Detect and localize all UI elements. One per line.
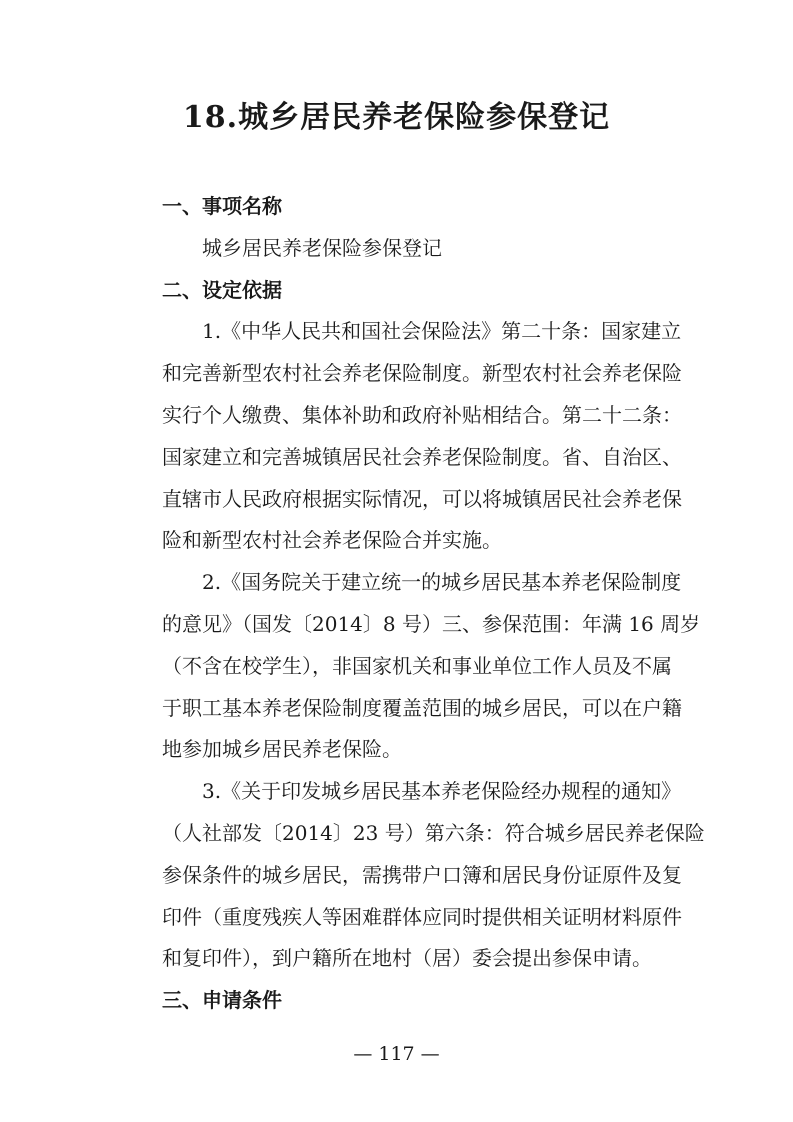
text-line: 险和新型农村社会养老保险合并实施。 bbox=[162, 528, 502, 553]
text-line: 和复印件），到户籍所在地村（居）委会提出参保申请。 bbox=[162, 946, 652, 971]
text-line: 印件（重度残疾人等困难群体应同时提供相关证明材料原件 bbox=[162, 904, 682, 929]
text-line: 和完善新型农村社会养老保险制度。新型农村社会养老保险 bbox=[162, 361, 682, 386]
text-line: 国家建立和完善城镇居民社会养老保险制度。省、自治区、 bbox=[162, 444, 682, 469]
page-number: — 117 — bbox=[353, 1043, 440, 1065]
section-heading: 二、设定依据 bbox=[162, 277, 282, 302]
text-line: 的意见》（国发〔2014〕8 号）三、参保范围：年满 16 周岁 bbox=[162, 611, 701, 636]
text-line: 直辖市人民政府根据实际情况，可以将城镇居民社会养老保 bbox=[162, 486, 682, 511]
text-line: 城乡居民养老保险参保登记 bbox=[202, 235, 442, 260]
paragraph bbox=[122, 771, 705, 980]
text-line: （不含在校学生），非国家机关和事业单位工作人员及不属 bbox=[162, 653, 672, 678]
paragraph bbox=[122, 311, 682, 562]
text-line: 参保条件的城乡居民，需携带户口簿和居民身份证原件及复 bbox=[162, 862, 682, 887]
text-line: 于职工基本养老保险制度覆盖范围的城乡居民，可以在户籍 bbox=[162, 695, 682, 720]
text-line: 3.《关于印发城乡居民基本养老保险经办规程的通知》 bbox=[202, 779, 682, 804]
document-body bbox=[122, 186, 705, 1022]
text-line: 2.《国务院关于建立统一的城乡居民基本养老保险制度 bbox=[202, 570, 682, 595]
text-line: （人社部发〔2014〕23 号）第六条：符合城乡居民养老保险 bbox=[162, 820, 705, 845]
paragraph bbox=[122, 228, 678, 270]
text-line: 地参加城乡居民养老保险。 bbox=[162, 737, 402, 762]
section-heading: 一、事项名称 bbox=[162, 194, 282, 218]
text-line: 1.《中华人民共和国社会保险法》第二十条：国家建立 bbox=[202, 319, 682, 344]
document-title: 18.城乡居民养老保险参保登记 bbox=[182, 100, 611, 135]
section-heading: 三、申请条件 bbox=[162, 988, 282, 1013]
paragraph bbox=[122, 562, 701, 771]
text-line: 实行个人缴费、集体补助和政府补贴相结合。第二十二条： bbox=[162, 402, 682, 427]
